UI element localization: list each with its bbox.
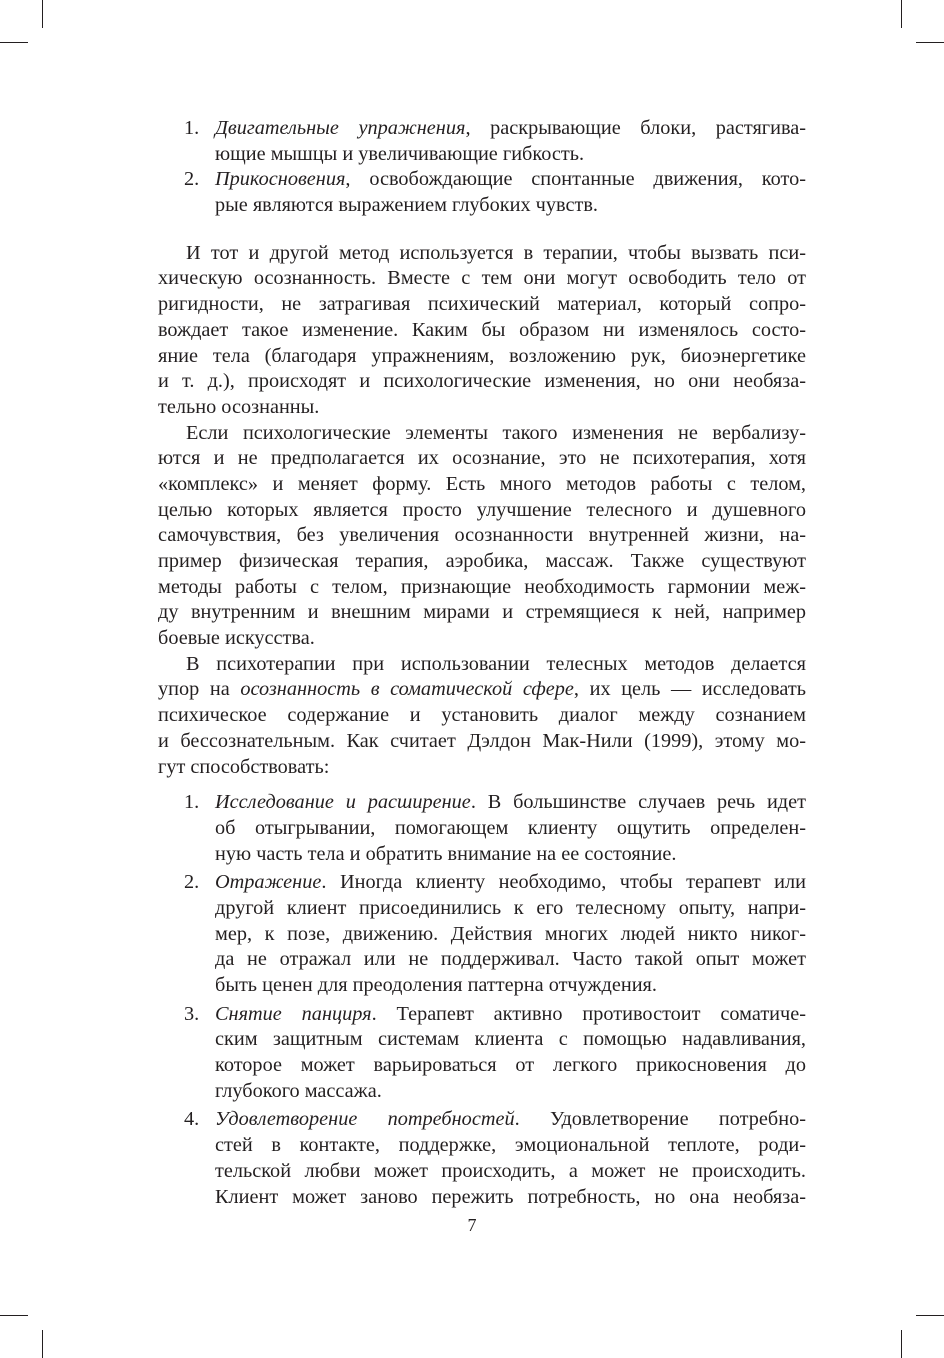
text-line: другой клиент присоединились к его телесному опыту, напри- bbox=[215, 896, 806, 919]
page-number: 7 bbox=[467, 1215, 477, 1235]
text-line bbox=[158, 677, 806, 703]
paragraph bbox=[158, 652, 806, 780]
list-number: 1. bbox=[184, 791, 200, 814]
crop-mark-bottom-right-horizontal bbox=[916, 1315, 944, 1316]
emphasis: Прикосновения bbox=[215, 168, 346, 191]
text-line: ющие мышцы и увеличивающие гибкость. bbox=[215, 142, 585, 165]
text-fragment: , раскрывающие блоки, растягива- bbox=[465, 117, 807, 139]
list-item bbox=[158, 116, 806, 167]
text-line: И тот и другой метод используется в терапии, чтобы вызвать пси- bbox=[186, 241, 806, 264]
text-line bbox=[215, 116, 806, 142]
text-line: ную часть тела и обратить внимание на ее состояние. bbox=[215, 842, 677, 865]
list-item bbox=[158, 167, 806, 218]
list-number: 2. bbox=[184, 871, 200, 894]
text-line: ду внутренним и внешним мирами и стремящиеся к ней, например bbox=[158, 601, 806, 624]
text-line: пример физическая терапия, аэробика, массаж. Также существуют bbox=[158, 550, 806, 572]
text-fragment: , их цель — исследовать bbox=[573, 678, 806, 701]
text-fragment: . Терапевт активно противостоит соматиче- bbox=[371, 1002, 806, 1025]
emphasis: Двигательные упражнения bbox=[215, 117, 466, 139]
text-line: вождает такое изменение. Каким бы образом ни изменялось состо- bbox=[158, 318, 806, 341]
text-line bbox=[215, 870, 806, 896]
text-line: целью которых является просто улучшение телесного и душевного bbox=[158, 498, 806, 521]
list-number: 1. bbox=[184, 117, 200, 139]
text-line: яние тела (благодаря упражнениям, возложению рук, биоэнергетике bbox=[158, 344, 806, 367]
emphasis: Снятие панциря bbox=[215, 1002, 372, 1025]
text-fragment: упор на bbox=[158, 678, 241, 701]
text-line bbox=[215, 1107, 806, 1133]
text-line: боевые искусства. bbox=[158, 627, 315, 650]
text-line: и бессознательным. Как считает Дэлдон Мак-Нили (1999), этому мо- bbox=[158, 729, 806, 752]
text-line: глубокого массажа. bbox=[215, 1079, 382, 1102]
text-line bbox=[215, 167, 806, 193]
text-line: об отыгрывании, помогающем клиенту ощутить определен- bbox=[215, 816, 806, 839]
text-line: да не отражал или не поддерживал. Часто такой опыт может bbox=[215, 948, 806, 971]
text-line: стей в контакте, поддержке, эмоциональной теплоте, роди- bbox=[215, 1134, 806, 1157]
text-line: которое может варьироваться от легкого прикосновения до bbox=[215, 1054, 806, 1077]
text-line: психическое содержание и установить диалог между сознанием bbox=[158, 704, 806, 727]
text-line: тельно осознанны. bbox=[158, 395, 320, 418]
page-body bbox=[158, 116, 806, 1210]
emphasis: Отражение bbox=[215, 871, 322, 894]
paragraph bbox=[158, 241, 806, 421]
text-line: «комплекс» и меняет форму. Есть много методов работы с телом, bbox=[158, 472, 806, 495]
text-line: ригидности, не затрагивая психический материал, который сопро- bbox=[158, 293, 806, 316]
text-line: гут способствовать: bbox=[158, 755, 330, 778]
text-line: тельской любви может происходить, а может не происходить. bbox=[215, 1159, 806, 1182]
text-line: рые являются выражением глубоких чувств. bbox=[215, 194, 598, 217]
text-line: Клиент может заново пережить потребность, но она необяза- bbox=[215, 1185, 806, 1208]
crop-mark-top-right-vertical bbox=[901, 0, 902, 28]
paragraph bbox=[158, 421, 806, 652]
list-item bbox=[158, 1002, 806, 1105]
list-item bbox=[158, 870, 806, 998]
text-line bbox=[215, 790, 806, 816]
text-line: мер, к позе, движению. Действия многих людей никто никог- bbox=[215, 922, 806, 945]
list-number: 3. bbox=[184, 1002, 200, 1025]
text-fragment: . Иногда клиенту необходимо, чтобы терапевт или bbox=[321, 871, 806, 894]
text-line: ются и не предполагается их осознание, это не психотерапия, хотя bbox=[158, 447, 806, 470]
text-fragment: , освобождающие спонтанные движения, кото- bbox=[345, 168, 806, 191]
crop-mark-top-right-horizontal bbox=[916, 42, 944, 43]
crop-mark-bottom-right-vertical bbox=[901, 1330, 902, 1358]
list-item bbox=[158, 1107, 806, 1210]
text-fragment: . Удовлетворение потребно- bbox=[514, 1108, 806, 1131]
text-line: В психотерапии при использовании телесных методов делается bbox=[186, 652, 806, 675]
emphasis: Удовлетворение потребностей bbox=[215, 1108, 515, 1131]
list-item bbox=[158, 790, 806, 867]
emphasis: осознанность в соматической сфере bbox=[240, 678, 574, 701]
crop-mark-bottom-left-horizontal bbox=[0, 1315, 28, 1316]
text-line: самочувствия, без увеличения осознанности внутренней жизни, на- bbox=[158, 524, 806, 547]
text-fragment: . В большинстве случаев речь идет bbox=[470, 791, 806, 814]
text-line: и т. д.), происходят и психологические изменения, но они необяза- bbox=[158, 370, 806, 393]
text-line: быть ценен для преодоления паттерна отчуждения. bbox=[215, 974, 657, 996]
text-line: хическую осознанность. Вместе с тем они могут освободить тело от bbox=[158, 267, 806, 290]
text-line: Если психологические элементы такого изменения не вербализу- bbox=[186, 421, 806, 444]
crop-mark-top-left-vertical bbox=[42, 0, 43, 28]
list-number: 4. bbox=[184, 1108, 200, 1131]
list-number: 2. bbox=[184, 168, 200, 191]
crop-mark-bottom-left-vertical bbox=[42, 1330, 43, 1358]
emphasis: Исследование и расширение bbox=[215, 791, 471, 814]
text-line: ским защитным системам клиента с помощью надавливания, bbox=[215, 1028, 806, 1051]
text-line: методы работы с телом, признающие необходимость гармонии меж- bbox=[158, 575, 806, 598]
crop-mark-top-left-horizontal bbox=[0, 42, 28, 43]
text-line bbox=[215, 1002, 806, 1028]
